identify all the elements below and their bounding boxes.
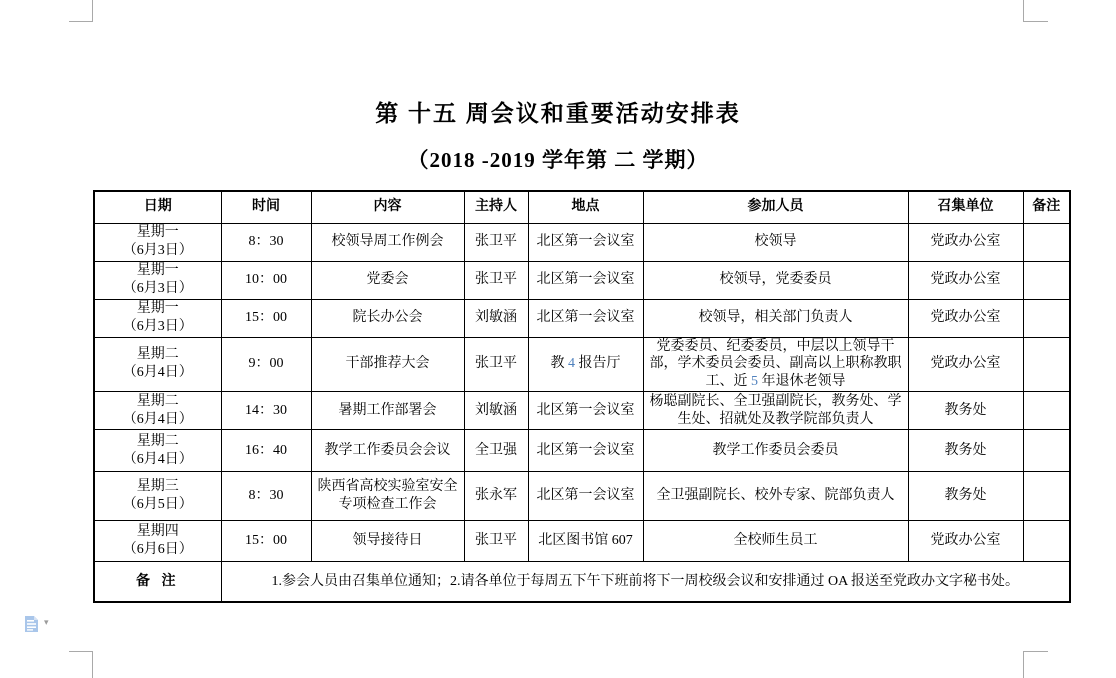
host-cell: 刘敏涵	[464, 392, 528, 430]
participants-text: 年退休老领导	[758, 374, 846, 390]
table-row	[94, 392, 1070, 430]
host-cell: 张卫平	[464, 337, 528, 392]
col-header-remark: 备注	[1023, 191, 1070, 223]
date: （6月4日）	[122, 365, 193, 381]
participants-cell: 全校师生员工	[643, 521, 908, 562]
time-cell: 8：30	[221, 472, 311, 521]
note-row	[94, 562, 1070, 602]
host-cell: 张卫平	[464, 223, 528, 261]
organizer-cell: 党政办公室	[908, 223, 1023, 261]
organizer-cell: 党政办公室	[908, 261, 1023, 299]
text-boundary-mark-top-left	[69, 0, 93, 22]
text-boundary-mark-bottom-right	[1023, 651, 1048, 678]
weekday: 星期一	[136, 225, 179, 241]
location-number: 4	[568, 356, 575, 372]
date: （6月4日）	[122, 411, 193, 427]
table-header-row	[94, 191, 1070, 223]
host-cell: 刘敏涵	[464, 299, 528, 337]
date-cell	[94, 261, 221, 299]
participants-cell: 校领导	[643, 223, 908, 261]
date: （6月3日）	[122, 319, 193, 334]
remark-cell	[1023, 337, 1070, 392]
note-label-cell: 备 注	[94, 562, 221, 602]
date: （6月4日）	[122, 451, 193, 467]
weekday: 星期三	[136, 479, 179, 495]
host-cell: 张永军	[464, 472, 528, 521]
organizer-cell: 党政办公室	[908, 337, 1023, 392]
content-cell: 院长办公会	[311, 299, 464, 337]
paste-options-icon	[24, 615, 39, 633]
organizer-cell: 教务处	[908, 472, 1023, 521]
weekday: 星期二	[136, 433, 179, 449]
host-cell: 全卫强	[464, 430, 528, 472]
content-cell: 党委会	[311, 261, 464, 299]
schedule-table	[93, 190, 1071, 603]
time-cell: 9：00	[221, 337, 311, 392]
participants-cell: 全卫强副院长、校外专家、院部负责人	[643, 472, 908, 521]
weekday: 星期二	[136, 347, 179, 363]
col-header-date: 日期	[94, 191, 221, 223]
col-header-participants: 参加人员	[643, 191, 908, 223]
weekday: 星期二	[136, 393, 179, 409]
remark-cell	[1023, 472, 1070, 521]
location-cell: 北区第一会议室	[528, 472, 643, 521]
table-row	[94, 299, 1070, 337]
organizer-cell: 党政办公室	[908, 521, 1023, 562]
paste-options-button[interactable]	[24, 613, 58, 637]
participants-cell: 校领导，党委委员	[643, 261, 908, 299]
time-cell: 16：40	[221, 430, 311, 472]
location-cell: 北区第一会议室	[528, 261, 643, 299]
date-cell	[94, 337, 221, 392]
col-header-time: 时间	[221, 191, 311, 223]
participants-text: 党委委员、纪委委员，中层以上领导干部，学术委员会委员、副高以上职称教职工、近	[649, 338, 902, 390]
weekday: 星期一	[136, 263, 179, 279]
col-header-host: 主持人	[464, 191, 528, 223]
location-text: 教	[550, 356, 568, 372]
participants-cell	[643, 337, 908, 392]
col-header-location: 地点	[528, 191, 643, 223]
location-text: 报告厅	[575, 356, 621, 372]
remark-cell	[1023, 521, 1070, 562]
table-row	[94, 521, 1070, 562]
content-cell: 干部推荐大会	[311, 337, 464, 392]
date-cell	[94, 299, 221, 337]
note-text-cell: 1.参会人员由召集单位通知；2.请各单位于每周五下午下班前将下一周校级会议和安排通过 OA 报送至党政办文字秘书处。	[221, 562, 1070, 602]
host-cell: 张卫平	[464, 261, 528, 299]
participants-cell: 杨聪副院长、全卫强副院长，教务处、学生处、招就处及教学院部负责人	[643, 392, 908, 430]
remark-cell	[1023, 299, 1070, 337]
chevron-down-icon[interactable]: ▾	[44, 618, 49, 628]
time-cell: 15：00	[221, 299, 311, 337]
date-cell	[94, 223, 221, 261]
date-cell	[94, 392, 221, 430]
location-cell: 北区第一会议室	[528, 392, 643, 430]
organizer-cell: 教务处	[908, 392, 1023, 430]
date: （6月3日）	[122, 281, 193, 296]
host-cell: 张卫平	[464, 521, 528, 562]
location-cell: 北区图书馆 607	[528, 521, 643, 562]
text-boundary-mark-top-right	[1023, 0, 1048, 22]
content-cell: 陕西省高校实验室安全专项检查工作会	[311, 472, 464, 521]
content-cell: 领导接待日	[311, 521, 464, 562]
page-subtitle: （2018 -2019 学年第 二 学期）	[407, 148, 709, 172]
page-title: 第 十五 周会议和重要活动安排表	[375, 101, 741, 126]
date-cell	[94, 472, 221, 521]
content-cell: 暑期工作部署会	[311, 392, 464, 430]
date-cell	[94, 430, 221, 472]
location-cell: 北区第一会议室	[528, 299, 643, 337]
organizer-cell: 教务处	[908, 430, 1023, 472]
participants-number: 5	[751, 374, 758, 390]
time-cell: 8：30	[221, 223, 311, 261]
participants-cell: 校领导，相关部门负责人	[643, 299, 908, 337]
date: （6月6日）	[122, 542, 193, 558]
time-cell: 10：00	[221, 261, 311, 299]
table-row	[94, 261, 1070, 299]
location-cell	[528, 337, 643, 392]
col-header-content: 内容	[311, 191, 464, 223]
weekday: 星期四	[136, 524, 179, 540]
col-header-organizer: 召集单位	[908, 191, 1023, 223]
location-cell: 北区第一会议室	[528, 223, 643, 261]
remark-cell	[1023, 261, 1070, 299]
date: （6月3日）	[122, 243, 193, 258]
text-boundary-mark-bottom-left	[69, 651, 93, 678]
table-row	[94, 223, 1070, 261]
organizer-cell: 党政办公室	[908, 299, 1023, 337]
weekday: 星期一	[136, 301, 179, 317]
table-row	[94, 337, 1070, 392]
remark-cell	[1023, 430, 1070, 472]
participants-cell: 教学工作委员会委员	[643, 430, 908, 472]
table-row	[94, 472, 1070, 521]
location-cell: 北区第一会议室	[528, 430, 643, 472]
content-cell: 校领导周工作例会	[311, 223, 464, 261]
content-cell: 教学工作委员会会议	[311, 430, 464, 472]
date: （6月5日）	[122, 497, 193, 513]
time-cell: 14：30	[221, 392, 311, 430]
date-cell	[94, 521, 221, 562]
table-row	[94, 430, 1070, 472]
remark-cell	[1023, 223, 1070, 261]
remark-cell	[1023, 392, 1070, 430]
time-cell: 15：00	[221, 521, 311, 562]
